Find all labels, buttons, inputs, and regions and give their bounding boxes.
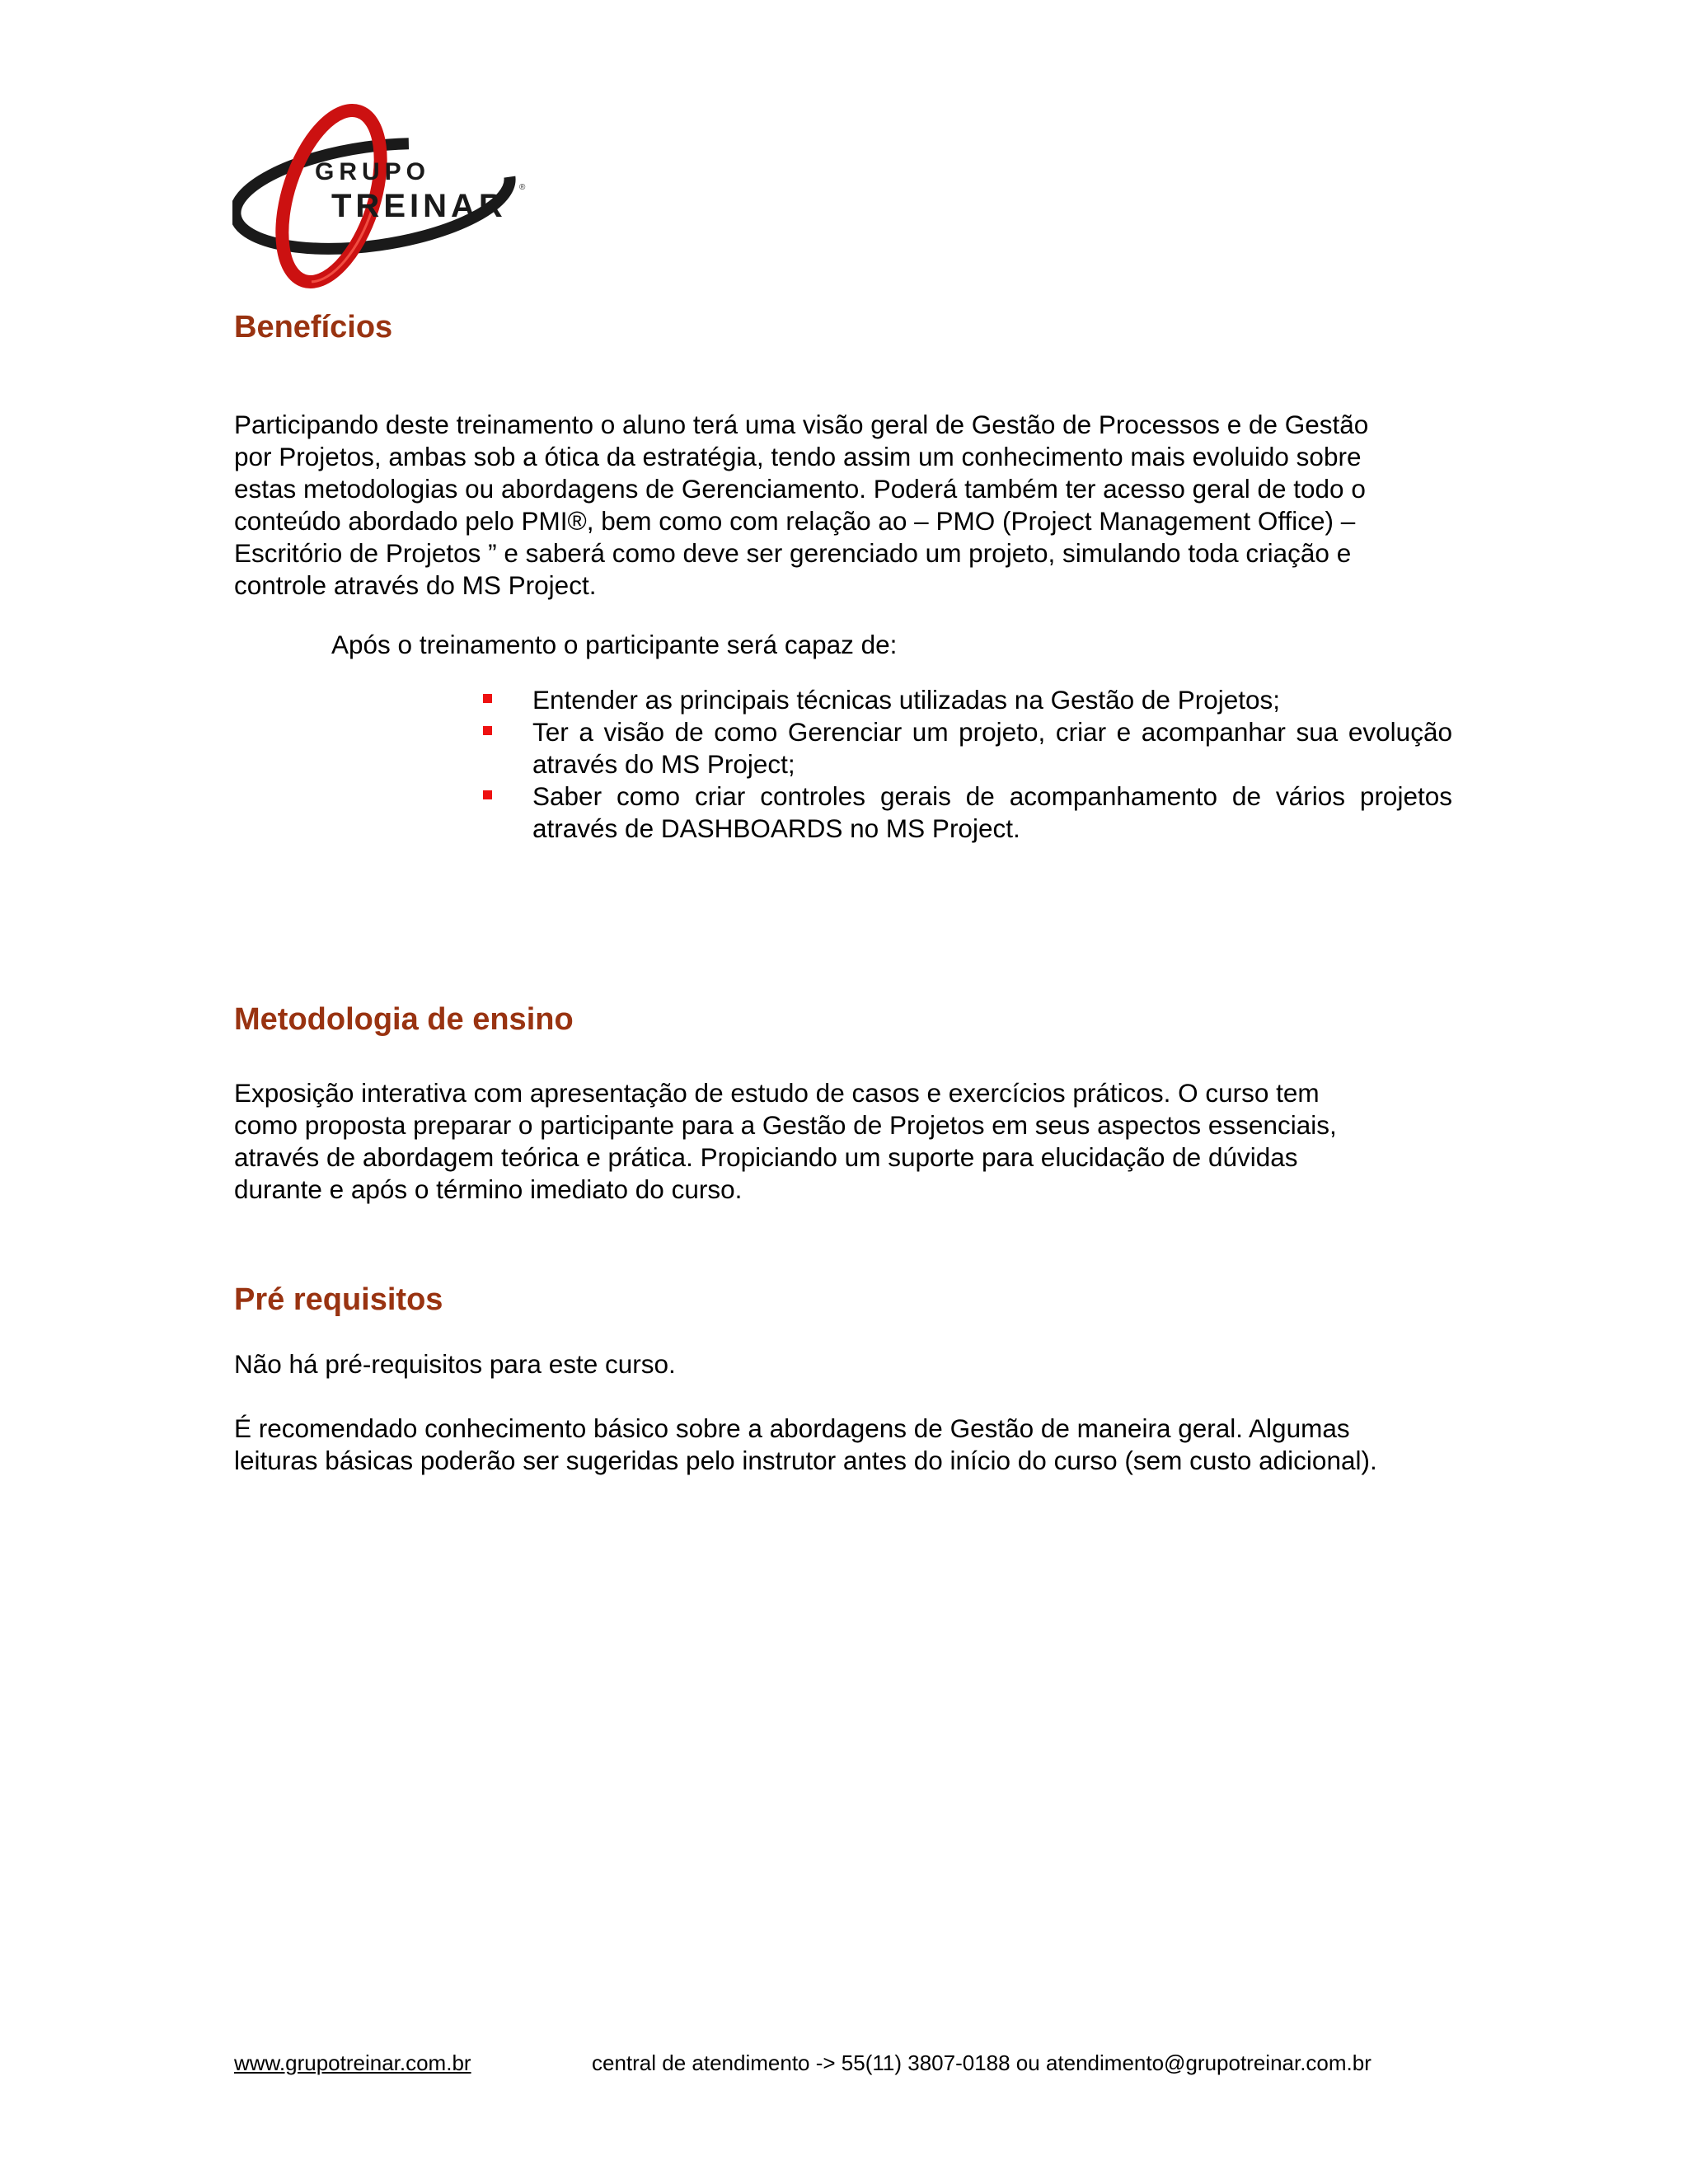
beneficios-intro-line: por Projetos, ambas sob a ótica da estratégia, tendo assim um conhecimento mais evoluido sobre [234,442,1362,471]
beneficios-heading: Benefícios [234,310,393,344]
recommendation-line: leituras básicas poderão ser sugeridas pelo instrutor antes do início do curso (sem custo adicional). [234,1446,1377,1475]
square-bullet-icon [483,790,492,799]
list-item [480,780,1452,845]
grupo-treinar-logo [232,99,546,288]
list-item [480,684,1452,716]
metodologia-text [234,1077,1470,1206]
website-link[interactable]: www.grupotreinar.com.br [234,2050,471,2075]
beneficios-bullet-list [480,684,1452,845]
list-item-text: Saber como criar controles gerais de acompanhamento de vários projetos através de DASHBOARDS no MS Project. [532,781,1452,843]
metodologia-heading: Metodologia de ensino [234,1002,574,1037]
list-item-text: Ter a visão de como Gerenciar um projeto, criar e acompanhar sua evolução através do MS Project; [532,717,1452,779]
beneficios-intro-line: Escritório de Projetos ” e saberá como deve ser gerenciado um projeto, simulando toda criação e [234,538,1352,568]
logo-treinar-text: TREINAR [331,188,507,224]
metodologia-line: Exposição interativa com apresentação de estudo de casos e exercícios práticos. O curso tem [234,1078,1320,1108]
pre-requisitos-heading: Pré requisitos [234,1282,443,1317]
metodologia-line: como proposta preparar o participante para a Gestão de Projetos em seus aspectos essenciais, [234,1110,1337,1140]
metodologia-line: através de abordagem teórica e prática. Propiciando um suporte para elucidação de dúvidas [234,1142,1298,1172]
metodologia-line: durante e após o término imediato do curso. [234,1174,743,1204]
square-bullet-icon [483,726,492,735]
beneficios-intro-line: estas metodologias ou abordagens de Gerenciamento. Poderá também ter acesso geral de todo o [234,474,1366,504]
recommendation-line: É recomendado conhecimento básico sobre a abordagens de Gestão de maneira geral. Algumas [234,1413,1350,1443]
beneficios-intro-line: Participando deste treinamento o aluno terá uma visão geral de Gestão de Processos e de Gestão [234,410,1369,439]
square-bullet-icon [483,694,492,703]
beneficios-lead-in: Após o treinamento o participante será capaz de: [331,630,898,659]
list-item-text: Entender as principais técnicas utilizadas na Gestão de Projetos; [532,685,1281,715]
contact-info: central de atendimento -> 55(11) 3807-0188 ou atendimento@grupotreinar.com.br [592,2050,1372,2075]
pre-requisitos-statement: Não há pré-requisitos para este curso. [234,1349,676,1379]
list-item [480,716,1452,780]
beneficios-intro-line: controle através do MS Project. [234,570,597,600]
registered-mark: ® [519,183,526,192]
logo-grupo-text: GRUPO [315,158,431,185]
beneficios-intro [234,409,1470,602]
beneficios-intro-line: conteúdo abordado pelo PMI®, bem como com relação ao – PMO (Project Management Office) – [234,506,1356,536]
pre-requisitos-recommendation [234,1413,1470,1477]
